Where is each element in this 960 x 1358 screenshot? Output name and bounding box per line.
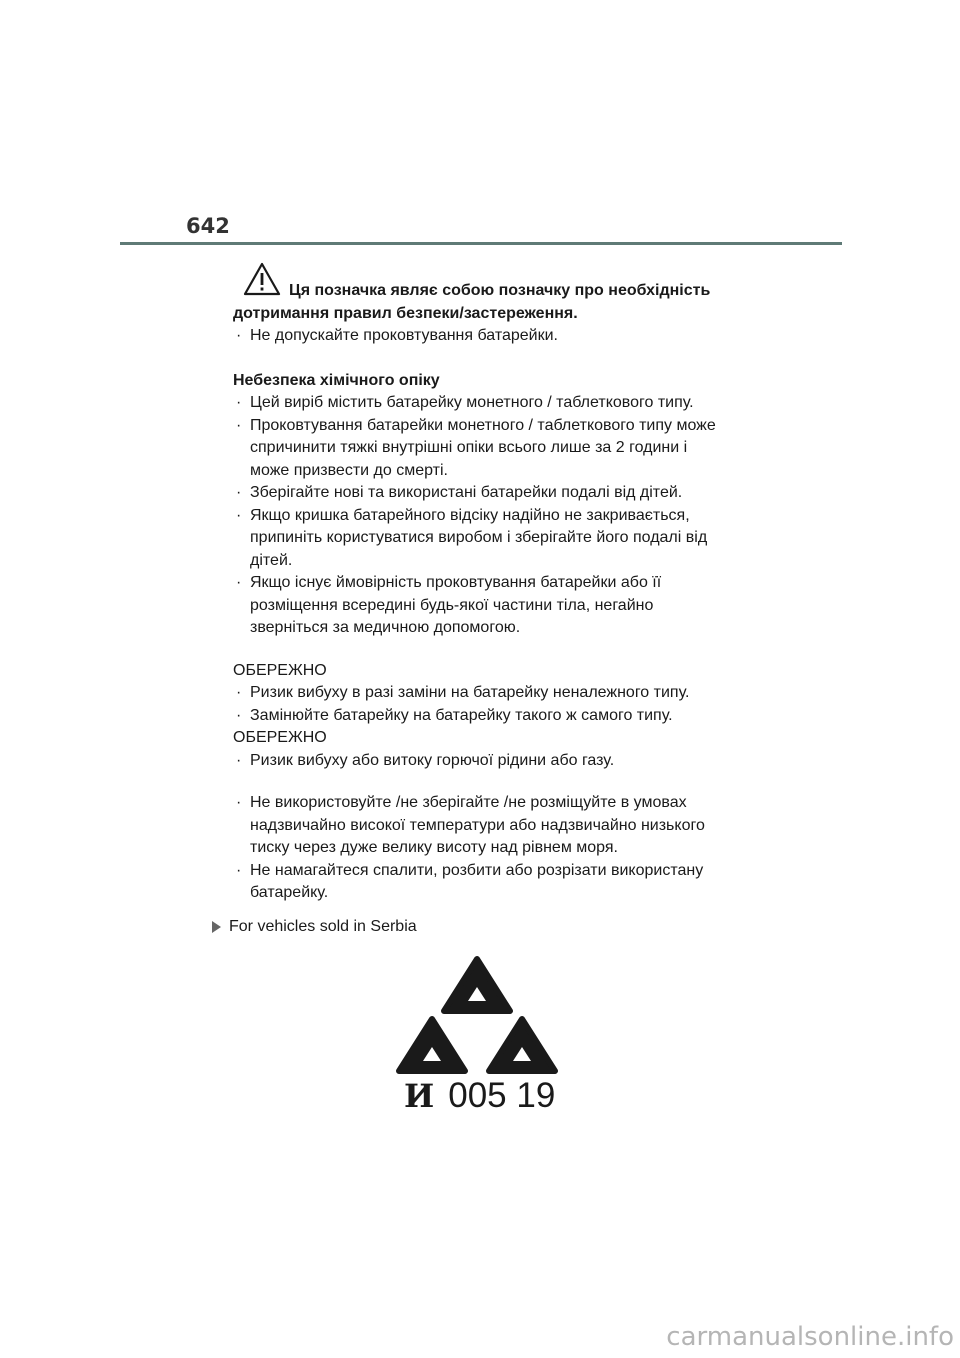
warning-heading-line1: Ця позначка являє собою позначку про необхідність [289, 282, 711, 299]
list-item: · Не намагайтеся спалити, розбити або розрізати використану [236, 861, 704, 879]
vehicle-note-text: For vehicles sold in Serbia [229, 918, 417, 935]
list-item-continuation: спричинити тяжкі внутрішні опіки всього лише за 2 години і [250, 439, 688, 456]
warning-heading [233, 280, 733, 325]
list-item-continuation: припиніть користуватися виробом і зберігайте його подалі від [250, 529, 708, 546]
list-item: · Ризик вибуху в разі заміни на батарейку неналежного типу. [236, 684, 690, 701]
caution-heading: ОБЕРЕЖНО [233, 729, 327, 746]
list-item: · Цей виріб містить батарейку монетного / таблеткового типу. [236, 394, 694, 411]
list-item-continuation: батарейку. [250, 884, 329, 901]
list-item: · Якщо існує ймовірність проковтування батарейки або її [236, 574, 662, 591]
list-item: · Якщо кришка батарейного відсіку надійно не закривається, [236, 506, 690, 524]
content [233, 280, 733, 905]
warning-triangle-icon [243, 262, 281, 296]
list-item: · Замінюйте батарейку на батарейку такого ж самого типу. [236, 706, 673, 724]
list-item-continuation: може призвести до смерті. [250, 461, 448, 479]
list-item-continuation: надзвичайно високої температури або надзвичайно низького [250, 816, 705, 834]
list-item: · Проковтування батарейки монетного / таблеткового типу може [236, 416, 716, 434]
certification-number: 005 19 [448, 1076, 556, 1115]
chemical-burn-heading: Небезпека хімічного опіку [233, 371, 440, 389]
triangle-right-icon [212, 921, 221, 933]
certification-code [404, 1076, 555, 1116]
list-item-continuation: дітей. [250, 551, 293, 569]
list-item-continuation: зверніться за медичною допомогою. [250, 619, 521, 636]
vehicle-note [212, 918, 417, 936]
list-item: · Зберігайте нові та використані батарейки подалі від дітей. [236, 484, 683, 501]
caution-heading: ОБЕРЕЖНО [233, 661, 327, 679]
list-item-continuation: тиску через дуже велику висоту над рівнем моря. [250, 839, 618, 856]
list-item: · Ризик вибуху або витоку горючої рідини або газу. [236, 751, 615, 769]
list-item-continuation: розміщення всередині будь-якої частини тіла, негайно [250, 596, 654, 614]
certification-letter: И [404, 1077, 435, 1115]
warning-heading-line2: дотримання правил безпеки/застереження. [233, 304, 578, 322]
warning-bullet: · Не допускайте проковтування батарейки. [236, 327, 558, 344]
header-rule [120, 242, 842, 245]
watermark: carmanualsonline.info [666, 1322, 954, 1352]
list-item: · Не використовуйте /не зберігайте /не розміщуйте в умовах [236, 794, 687, 811]
page-number: 642 [186, 214, 230, 238]
